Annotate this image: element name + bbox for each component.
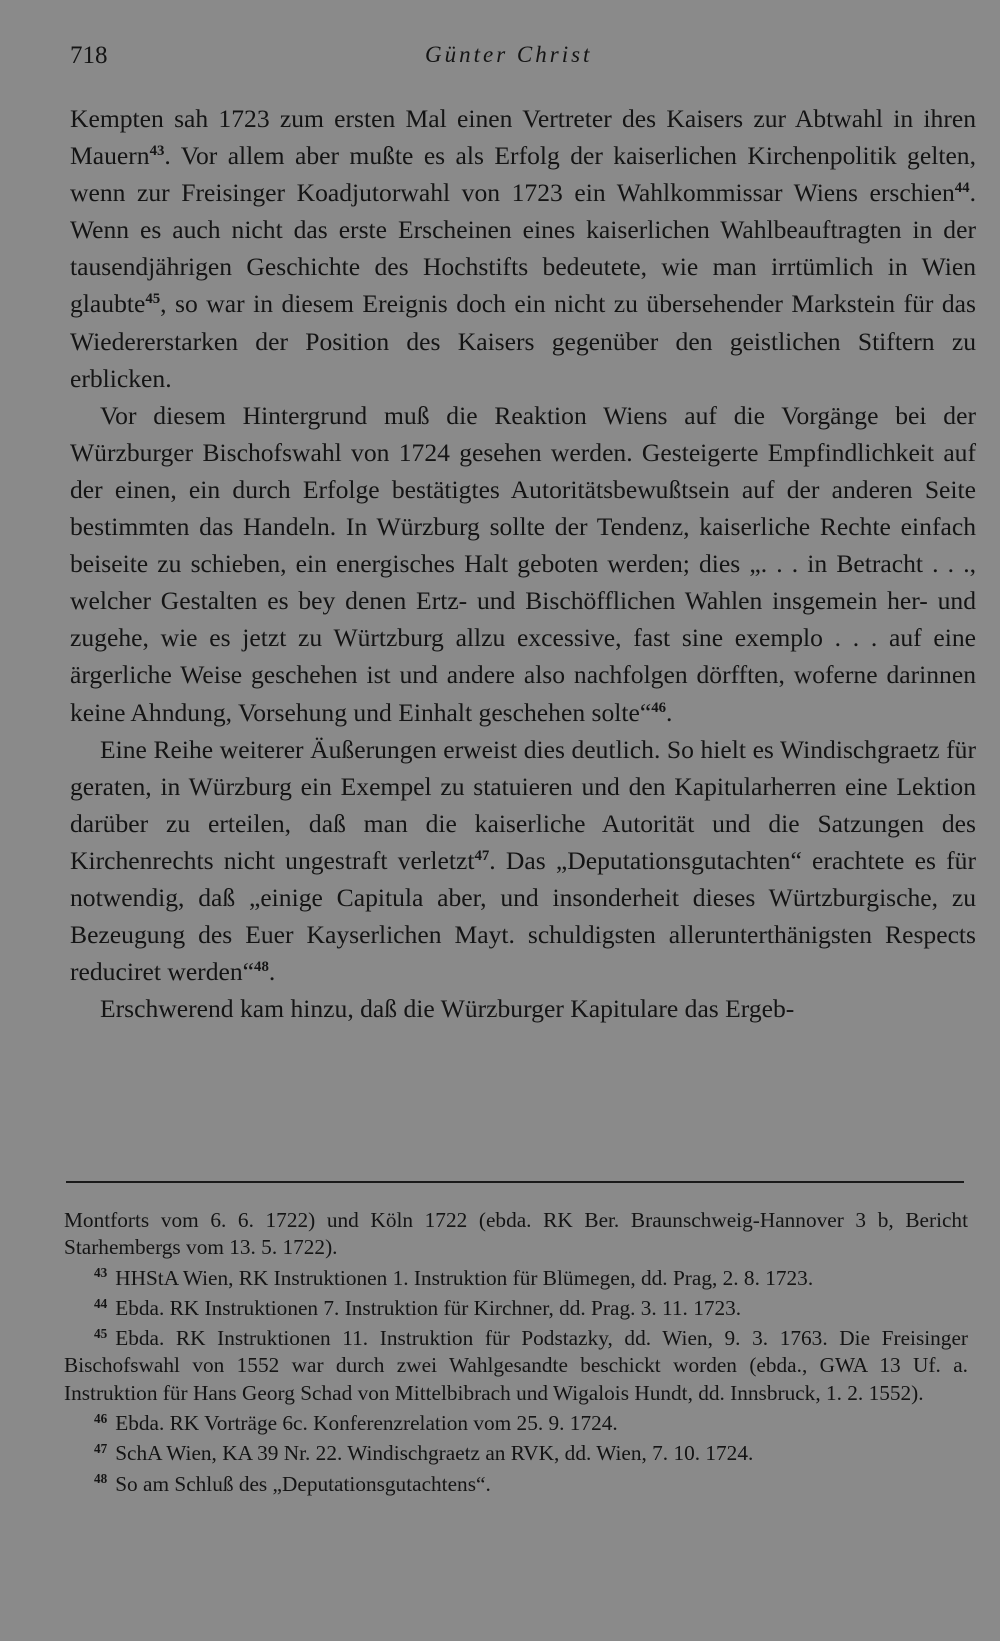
page-number: 718 [70, 42, 108, 69]
paragraph: Kempten sah 1723 zum ersten Mal einen Vertreter des Kaisers zur Abtwahl in ihren Mauern$^{43}$. Vor allem aber mußte es als Erfolg der kaiserlichen Kirchenpolitik gelten, wenn zur Freisinger Koadjutorwahl von 1723 ein Wahlkommissar Wiens erschien$^{44}$. Wenn es auch nicht das erste Erscheinen eines kaiserlichen Wahlbeauftragten in der tausendjährigen Geschichte des Hochstifts bedeutete, wie man irrtümlich in Wien glaubte$^{45}$, so war in diesem Ereignis doch ein nicht zu übersehender Markstein für das Wiedererstarken der Position des Kaisers gegenüber den geistlichen Stiftern zu erblicken. [70, 104, 976, 393]
page-header [70, 42, 976, 82]
running-head-author: Günter Christ [425, 42, 593, 67]
paragraph: Vor diesem Hintergrund muß die Reaktion Wiens auf die Vorgänge bei der Würzburger Bischofswahl von 1724 gesehen werden. Gesteigerte Empfindlichkeit auf der einen, ein durch Erfolge bestätigtes Autoritätsbewußtsein auf der anderen Seite bestimmten das Handeln. In Würzburg sollte der Tendenz, kaiserliche Rechte einfach beiseite zu schieben, ein energisches Halt geboten werden; dies „. . . in Betracht . . ., welcher Gestalten es bey denen Ertz- und Bischöfflichen Wahlen insgemein her- und zugehe, wie es jetzt zu Würtzburg allzu excessive, fast sine exemplo . . . auf eine ärgerliche Weise geschehen ist und andere also nachfolgen dörfften, woferne darinnen keine Ahndung, Vorsehung und Einhalt geschehen solte“$^{46}$. [70, 400, 976, 727]
footnote [64, 1295, 968, 1322]
footnote-text: So am Schluß des „Deputationsgutachtens“. [115, 1471, 491, 1496]
footnote-number: 47 [94, 1441, 108, 1457]
paragraph: Erschwerend kam hinzu, daß die Würzburger Kapitulare das Ergeb- [100, 994, 795, 1024]
footnote-number: 43 [94, 1265, 108, 1281]
footnote-text: Ebda. RK Instruktionen 7. Instruktion für Kirchner, dd. Prag. 3. 11. 1723. [115, 1295, 742, 1320]
footnote-text: SchA Wien, KA 39 Nr. 22. Windischgraetz an RVK, dd. Wien, 7. 10. 1724. [115, 1441, 754, 1466]
footnote-number: 46 [94, 1410, 108, 1426]
footnote-ref: 46 [651, 699, 667, 716]
footnote-text: Ebda. RK Vorträge 6c. Konferenzrelation vom 25. 9. 1724. [115, 1411, 618, 1436]
footnote-ref: 47 [474, 847, 490, 864]
paragraph: Eine Reihe weiterer Äußerungen erweist dies deutlich. So hielt es Windischgraetz für geraten, in Würzburg ein Exempel zu statuieren und den Kapitularherren eine Lektion darüber zu erteilen, daß man die kaiserliche Autorität und die Satzungen des Kirchenrechts nicht ungestraft verletzt$^{47}$. Das „Deputationsgutachten“ erachtete es für notwendig, daß „einige Capitula aber, und insonderheit dieses Würtzburgische, zu Bezeugung des Euer Kayserlichen Mayt. schuldigsten allerunterthänigsten Respects reduciret werden“$^{48}$. [70, 734, 976, 987]
footnote-ref: 45 [145, 291, 161, 308]
footnote-number: 48 [94, 1471, 108, 1487]
footnote-number: 44 [94, 1295, 108, 1311]
footnote-continuation: Montforts vom 6. 6. 1722) und Köln 1722 (ebda. RK Ber. Braunschweig-Hannover 3 b, Bericht Starhembergs vom 13. 5. 1722). [64, 1208, 968, 1260]
footnote [64, 1265, 968, 1292]
footnote-number: 45 [94, 1325, 108, 1341]
footnote [64, 1325, 968, 1407]
footnote [64, 1440, 968, 1467]
footnote [64, 1471, 968, 1498]
footnotes [64, 1207, 968, 1501]
footnote-divider [66, 1181, 964, 1183]
footnote-ref: 48 [254, 958, 269, 975]
main-text [70, 100, 976, 1027]
footnote-ref: 43 [149, 142, 165, 159]
footnote-text: HHStA Wien, RK Instruktionen 1. Instruktion für Blümegen, dd. Prag, 2. 8. 1723. [115, 1265, 814, 1290]
footnote-ref: 44 [954, 179, 970, 196]
footnote-text: Ebda. RK Instruktionen 11. Instruktion für Podstazky, dd. Wien, 9. 3. 1763. Die Freisinger Bischofswahl von 1552 war durch zwei Wahlgesandte beschickt worden (ebda., GWA 13 Uf. a. Instruktion für Hans Georg Schad von Mittelbibrach und Wigalois Hundt, dd. Innsbruck, 1. 2. 1552). [64, 1326, 968, 1405]
footnote [64, 1410, 968, 1437]
